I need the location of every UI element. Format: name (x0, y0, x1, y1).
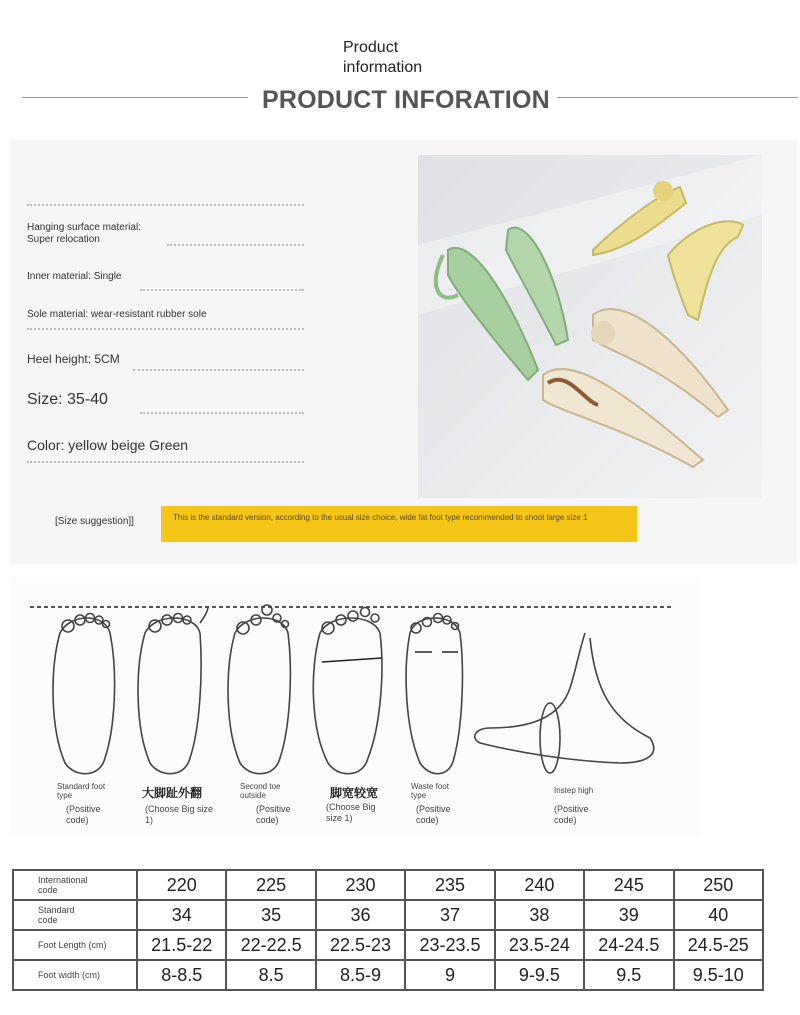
info-size: Size: 35-40 (27, 391, 108, 408)
divider (27, 204, 304, 206)
table-cell: 230 (316, 870, 405, 900)
row-header-line: Standard (38, 905, 75, 915)
table-cell: 8-8.5 (137, 960, 226, 990)
table-cell: 39 (584, 900, 673, 930)
foot-sub-line: (Positive (256, 804, 291, 814)
foot-sub-standard (66, 804, 101, 826)
foot-sub-line: code) (256, 815, 279, 825)
foot-label-instep: Instep high (554, 786, 594, 795)
row-header-line: code (38, 915, 58, 925)
divider (167, 244, 304, 246)
table-cell: 250 (674, 870, 763, 900)
foot-sub-second-toe (256, 804, 291, 826)
header-small-title (343, 38, 463, 78)
foot-label-line: Second toe (240, 782, 281, 791)
foot-sub-line: size 1) (326, 813, 353, 823)
foot-label-line: outside (240, 791, 266, 800)
product-photo (418, 155, 762, 498)
table-cell: 34 (137, 900, 226, 930)
table-row (13, 930, 763, 960)
foot-sub-wide (326, 802, 376, 824)
header-rule-left (22, 97, 248, 98)
info-hanging-line1: Hanging surface material: (27, 222, 141, 233)
table-cell: 21.5-22 (137, 930, 226, 960)
shoes-illustration (418, 155, 762, 498)
foot-label-line: Waste foot (411, 782, 449, 791)
table-cell: 37 (405, 900, 494, 930)
foot-sub-line: (Positive (66, 804, 101, 814)
size-suggestion-label: [Size suggestion]] (55, 516, 134, 527)
product-info-panel (10, 140, 797, 564)
header-rule-right (557, 97, 798, 98)
table-cell: 225 (226, 870, 315, 900)
table-row (13, 900, 763, 930)
table-cell: 22.5-23 (316, 930, 405, 960)
table-cell: 245 (584, 870, 673, 900)
table-cell: 9 (405, 960, 494, 990)
divider (27, 328, 304, 330)
table-cell: 240 (495, 870, 584, 900)
info-color: Color: yellow beige Green (27, 437, 189, 453)
foot-sub-waste (416, 804, 451, 826)
table-cell: 9.5-10 (674, 960, 763, 990)
info-heel-height: Heel height: 5CM (27, 352, 120, 366)
header-small-title-line1: Product (343, 39, 399, 56)
foot-sub-line: code) (416, 815, 439, 825)
table-row (13, 960, 763, 990)
table-cell: 23.5-24 (495, 930, 584, 960)
table-cell: 40 (674, 900, 763, 930)
foot-sub-line: (Choose Big (326, 802, 376, 812)
foot-label-waste (411, 782, 449, 800)
table-cell: 235 (405, 870, 494, 900)
table-cell: 9.5 (584, 960, 673, 990)
table-cell: 36 (316, 900, 405, 930)
foot-types-section (10, 578, 700, 836)
table-cell: 24.5-25 (674, 930, 763, 960)
foot-label-line: Standard foot (57, 782, 106, 791)
table-cell: 35 (226, 900, 315, 930)
divider (27, 461, 304, 463)
info-inner-material: Inner material: Single (27, 271, 122, 282)
table-cell: 22-22.5 (226, 930, 315, 960)
header-small-title-line2: information (343, 59, 423, 76)
info-sole-material: Sole material: wear-resistant rubber sole (27, 309, 207, 320)
info-hanging-line2: Super relocation (27, 234, 100, 245)
table-cell: 220 (137, 870, 226, 900)
info-hanging-material (27, 222, 141, 246)
divider (140, 289, 304, 291)
foot-label-standard (57, 782, 105, 800)
foot-sub-line: (Positive (416, 804, 451, 814)
table-cell: 8.5 (226, 960, 315, 990)
table-cell: 8.5-9 (316, 960, 405, 990)
divider (133, 369, 304, 371)
row-header-standard (13, 900, 137, 930)
table-cell: 23-23.5 (405, 930, 494, 960)
table-cell: 38 (495, 900, 584, 930)
size-chart-table (12, 869, 764, 991)
foot-sub-instep (554, 804, 589, 826)
row-header-line: International (38, 875, 88, 885)
foot-sub-line: code) (554, 815, 577, 825)
row-header-international (13, 870, 137, 900)
table-row (13, 870, 763, 900)
foot-label-line: type (57, 791, 73, 800)
row-header-foot-length: Foot Length (cm) (13, 930, 137, 960)
foot-label-wide: 脚宽较宽 (330, 786, 379, 800)
foot-sub-line: code) (66, 815, 89, 825)
divider (140, 412, 304, 414)
foot-label-line: type (411, 791, 427, 800)
foot-sub-line: (Choose Big size (145, 804, 214, 814)
table-cell: 9-9.5 (495, 960, 584, 990)
foot-sub-line: (Positive (554, 804, 589, 814)
foot-sub-line: 1) (145, 815, 154, 825)
row-header-foot-width: Foot width (cm) (13, 960, 137, 990)
foot-types-illustration (10, 578, 700, 778)
foot-label-second-toe (240, 782, 280, 800)
table-cell: 24-24.5 (584, 930, 673, 960)
row-header-line: code (38, 885, 58, 895)
foot-sub-bunion (145, 804, 213, 826)
foot-label-bunion: 大脚趾外翻 (142, 786, 203, 800)
size-suggestion-note: This is the standard version, according to the usual size choice, wide fat foot type recommended to shoot large size 1 (161, 506, 637, 542)
page-title: PRODUCT INFORATION (262, 86, 550, 114)
